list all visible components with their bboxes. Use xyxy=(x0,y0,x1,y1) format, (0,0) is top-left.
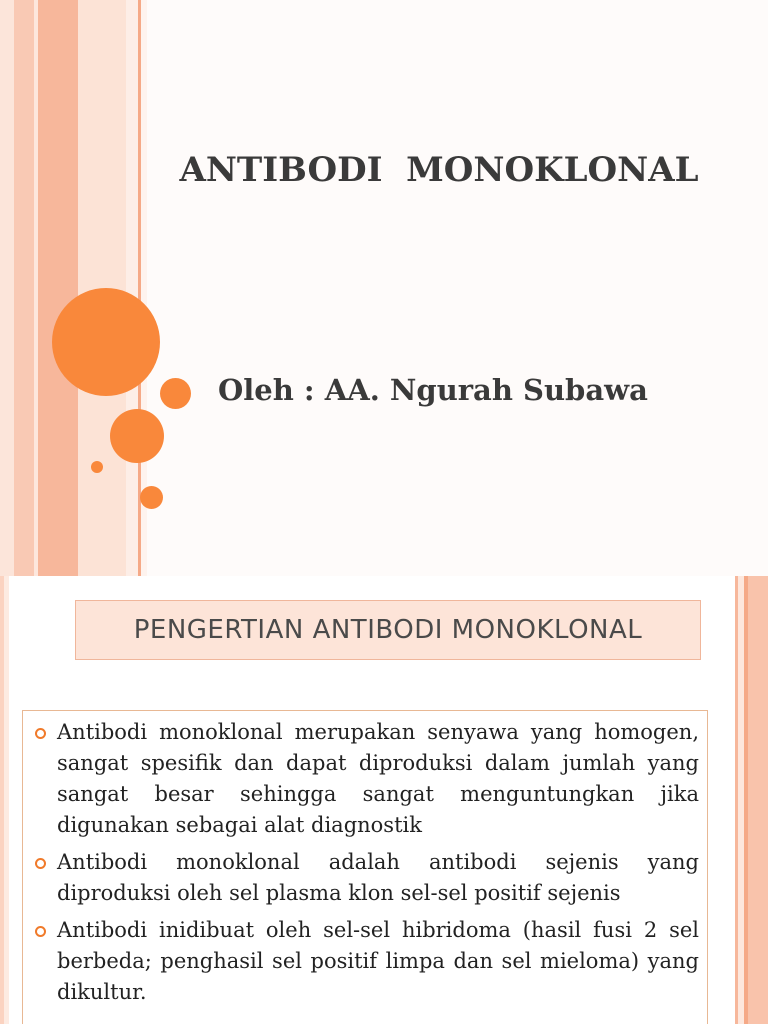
author-line: Oleh : AA. Ngurah Subawa xyxy=(218,373,648,407)
decor-stripe xyxy=(0,0,14,576)
ring-bullet-icon xyxy=(35,858,46,869)
content-box xyxy=(22,710,708,1024)
decor-stripe xyxy=(4,576,9,1024)
list-item xyxy=(35,847,699,909)
decor-stripe xyxy=(126,0,138,576)
list-item xyxy=(35,915,699,1008)
decor-circle-large xyxy=(52,288,160,396)
decor-stripe xyxy=(38,0,78,576)
ring-bullet-icon xyxy=(35,926,46,937)
slide-title: ANTIBODI MONOKLONAL xyxy=(179,150,699,190)
decor-stripe xyxy=(748,576,768,1024)
list-item xyxy=(35,717,699,841)
content-slide xyxy=(0,576,768,1024)
decor-circle-medium xyxy=(110,409,164,463)
bullet-text: Antibodi monoklonal merupakan senyawa yang homogen, sangat spesifik dan dapat diproduksi dalam jumlah yang sangat besar sehingga sangat menguntungkan jika digunakan sebagai alat diagnostik xyxy=(57,720,699,837)
bullet-text: Antibodi monoklonal adalah antibodi sejenis yang diproduksi oleh sel plasma klon sel-sel positif sejenis xyxy=(57,850,699,905)
decor-stripe xyxy=(14,0,34,576)
decor-circle-small xyxy=(160,378,191,409)
decor-circle-tiny xyxy=(91,461,103,473)
decor-circle-small xyxy=(140,486,163,509)
bullet-text: Antibodi inidibuat oleh sel-sel hibridoma (hasil fusi 2 sel berbeda; penghasil sel positif limpa dan sel mieloma) yang dikultur. xyxy=(57,918,699,1004)
slide-heading: PENGERTIAN ANTIBODI MONOKLONAL xyxy=(75,600,701,660)
bullet-list xyxy=(35,717,699,1008)
ring-bullet-icon xyxy=(35,728,46,739)
